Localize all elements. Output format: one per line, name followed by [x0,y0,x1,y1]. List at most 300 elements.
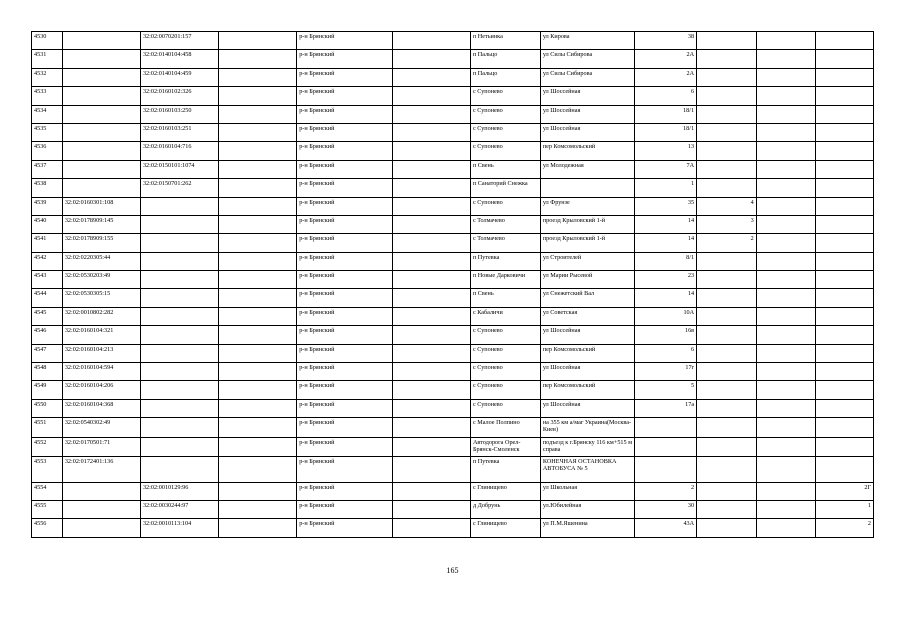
street-cell: ул Шоссейная [540,105,635,123]
blank-col-3-cell [756,50,816,68]
street-cell: ул Кирова [540,32,635,50]
row-number-cell: 4530 [32,32,63,50]
blank-col-3-cell [756,418,816,438]
blank-col-3-cell [756,68,816,86]
street-cell: пер Комсомольский [540,344,635,362]
settlement-cell: п Нетьинка [470,32,540,50]
blank-col-2-cell [392,271,470,289]
row-number-cell: 4531 [32,50,63,68]
blank-col-cell [219,252,297,270]
blank-col-3-cell [756,252,816,270]
table-row [32,289,874,307]
blank-col-3-cell [756,87,816,105]
blank-col-2-cell [392,437,470,457]
street-cell: ул Советская [540,307,635,325]
cadastral-number-b-cell [140,289,218,307]
table-row [32,32,874,50]
district-cell: р-н Брянский [297,363,393,381]
extra-cell [816,289,874,307]
extra-cell [816,271,874,289]
house-number-cell [635,418,697,438]
table-row [32,50,874,68]
blank-col-cell [219,271,297,289]
blank-col-2-cell [392,418,470,438]
row-number-cell: 4556 [32,519,63,537]
street-cell: пер Комсомольский [540,142,635,160]
house-number-cell: 10А [635,307,697,325]
table-row [32,437,874,457]
blank-col-2-cell [392,32,470,50]
row-number-cell: 4547 [32,344,63,362]
district-cell: р-н Брянский [297,418,393,438]
extra-cell: 1 [816,501,874,519]
cadastral-number-b-cell: 32:02:0160103:250 [140,105,218,123]
settlement-cell: с Глинищево [470,482,540,500]
apartment-cell [697,252,757,270]
extra-cell: 2 [816,519,874,537]
blank-col-cell [219,234,297,252]
district-cell: р-н Брянский [297,519,393,537]
cadastral-number-a-cell: 32:02:0010802:282 [62,307,140,325]
street-cell: на 355 км а/маг Украина(Москва-Киев) [540,418,635,438]
settlement-cell: с Супонево [470,87,540,105]
cadastral-number-b-cell [140,399,218,417]
table-row [32,519,874,537]
blank-col-cell [219,50,297,68]
cadastral-number-a-cell: 32:02:0160104:368 [62,399,140,417]
blank-col-2-cell [392,234,470,252]
extra-cell [816,326,874,344]
house-number-cell [635,457,697,483]
table-row [32,123,874,141]
apartment-cell [697,142,757,160]
house-number-cell: 17г [635,363,697,381]
table-row [32,501,874,519]
row-number-cell: 4541 [32,234,63,252]
district-cell: р-н Брянский [297,215,393,233]
settlement-cell: п Санаторий Снежка [470,179,540,197]
blank-col-3-cell [756,399,816,417]
district-cell: р-н Брянский [297,326,393,344]
house-number-cell: 18/1 [635,123,697,141]
apartment-cell [697,501,757,519]
blank-col-3-cell [756,271,816,289]
house-number-cell: 30 [635,501,697,519]
extra-cell [816,87,874,105]
blank-col-cell [219,105,297,123]
cadastral-number-a-cell: 32:02:0178909:155 [62,234,140,252]
table-row [32,381,874,399]
row-number-cell: 4549 [32,381,63,399]
cadastral-number-b-cell: 32:02:0160103:251 [140,123,218,141]
cadastral-number-b-cell [140,326,218,344]
table-row [32,482,874,500]
house-number-cell [635,437,697,457]
apartment-cell: 4 [697,197,757,215]
blank-col-2-cell [392,87,470,105]
apartment-cell [697,87,757,105]
row-number-cell: 4535 [32,123,63,141]
settlement-cell: п Свень [470,289,540,307]
row-number-cell: 4553 [32,457,63,483]
street-cell: проезд Крыловский 1-й [540,215,635,233]
blank-col-3-cell [756,326,816,344]
street-cell: ул Марии Рысевой [540,271,635,289]
row-number-cell: 4539 [32,197,63,215]
table-row [32,68,874,86]
blank-col-cell [219,68,297,86]
extra-cell [816,363,874,381]
street-cell: ул Строителей [540,252,635,270]
district-cell: р-н Брянский [297,50,393,68]
cadastral-number-b-cell [140,252,218,270]
table-row [32,160,874,178]
settlement-cell: с Малое Полпино [470,418,540,438]
blank-col-2-cell [392,50,470,68]
cadastral-number-a-cell [62,501,140,519]
page-number: 165 [446,566,459,575]
blank-col-2-cell [392,215,470,233]
settlement-cell: с Толмачево [470,234,540,252]
district-cell: р-н Брянский [297,399,393,417]
table-row [32,418,874,438]
row-number-cell: 4532 [32,68,63,86]
row-number-cell: 4548 [32,363,63,381]
blank-col-cell [219,32,297,50]
settlement-cell: с Супонево [470,105,540,123]
district-cell: р-н Брянский [297,197,393,215]
settlement-cell: с Супонево [470,363,540,381]
settlement-cell: Автодорога Орел-Брянск-Смоленск [470,437,540,457]
district-cell: р-н Брянский [297,68,393,86]
street-cell: пер Комсомольский [540,381,635,399]
blank-col-cell [219,457,297,483]
house-number-cell: 6 [635,344,697,362]
street-cell: ул.Юбилейная [540,501,635,519]
district-cell: р-н Брянский [297,457,393,483]
row-number-cell: 4552 [32,437,63,457]
blank-col-cell [219,418,297,438]
street-cell: ул П.М.Яшенина [540,519,635,537]
blank-col-2-cell [392,68,470,86]
row-number-cell: 4554 [32,482,63,500]
blank-col-3-cell [756,142,816,160]
cadastral-number-b-cell: 32:02:0160104:716 [140,142,218,160]
blank-col-3-cell [756,215,816,233]
street-cell: ул Силы Сибирова [540,50,635,68]
cadastral-number-b-cell: 32:02:0150101:1074 [140,160,218,178]
cadastral-number-b-cell: 32:02:0010113:104 [140,519,218,537]
apartment-cell [697,179,757,197]
cadastral-number-a-cell: 32:02:0160104:206 [62,381,140,399]
house-number-cell: 5 [635,381,697,399]
street-cell: подъезд к г.Брянску 116 км+515 м справа [540,437,635,457]
table-body [32,32,874,538]
cadastral-number-a-cell [62,160,140,178]
extra-cell [816,32,874,50]
row-number-cell: 4551 [32,418,63,438]
settlement-cell: с Кабаличи [470,307,540,325]
cadastral-number-b-cell [140,363,218,381]
street-cell: ул Молодежная [540,160,635,178]
row-number-cell: 4534 [32,105,63,123]
blank-col-cell [219,179,297,197]
blank-col-3-cell [756,123,816,141]
row-number-cell: 4536 [32,142,63,160]
cadastral-number-a-cell [62,68,140,86]
table-row [32,326,874,344]
blank-col-3-cell [756,381,816,399]
apartment-cell [697,457,757,483]
cadastral-number-b-cell [140,418,218,438]
row-number-cell: 4537 [32,160,63,178]
settlement-cell: д Добрунь [470,501,540,519]
row-number-cell: 4544 [32,289,63,307]
blank-col-3-cell [756,344,816,362]
blank-col-3-cell [756,501,816,519]
apartment-cell [697,381,757,399]
blank-col-2-cell [392,252,470,270]
district-cell: р-н Брянский [297,234,393,252]
settlement-cell: п Свень [470,160,540,178]
settlement-cell: п Путевка [470,457,540,483]
district-cell: р-н Брянский [297,501,393,519]
cadastral-number-b-cell [140,215,218,233]
blank-col-cell [219,215,297,233]
table-row [32,179,874,197]
house-number-cell: 17а [635,399,697,417]
blank-col-2-cell [392,344,470,362]
house-number-cell: 14 [635,234,697,252]
blank-col-2-cell [392,381,470,399]
district-cell: р-н Брянский [297,179,393,197]
row-number-cell: 4543 [32,271,63,289]
apartment-cell: 3 [697,215,757,233]
cadastral-number-b-cell: 32:02:0140104:459 [140,68,218,86]
cadastral-number-a-cell: 32:02:0160104:594 [62,363,140,381]
settlement-cell: п Пальцо [470,50,540,68]
blank-col-2-cell [392,123,470,141]
blank-col-cell [219,289,297,307]
row-number-cell: 4545 [32,307,63,325]
apartment-cell [697,519,757,537]
blank-col-cell [219,519,297,537]
blank-col-3-cell [756,179,816,197]
blank-col-cell [219,326,297,344]
house-number-cell: 18/1 [635,105,697,123]
district-cell: р-н Брянский [297,123,393,141]
blank-col-cell [219,437,297,457]
district-cell: р-н Брянский [297,252,393,270]
blank-col-2-cell [392,307,470,325]
cadastral-number-b-cell [140,381,218,399]
district-cell: р-н Брянский [297,32,393,50]
cadastral-number-b-cell [140,457,218,483]
cadastral-number-a-cell [62,179,140,197]
district-cell: р-н Брянский [297,482,393,500]
apartment-cell [697,32,757,50]
settlement-cell: с Толмачево [470,215,540,233]
extra-cell [816,381,874,399]
row-number-cell: 4533 [32,87,63,105]
table-row [32,87,874,105]
extra-cell [816,418,874,438]
street-cell: ул Шоссейная [540,363,635,381]
extra-cell [816,457,874,483]
row-number-cell: 4542 [32,252,63,270]
district-cell: р-н Брянский [297,307,393,325]
house-number-cell: 35 [635,197,697,215]
extra-cell [816,215,874,233]
extra-cell [816,234,874,252]
settlement-cell: п Новые Дарковичи [470,271,540,289]
settlement-cell: с Супонево [470,123,540,141]
row-number-cell: 4540 [32,215,63,233]
apartment-cell [697,326,757,344]
cadastral-number-a-cell [62,123,140,141]
cadastral-number-b-cell: 32:02:0070201:157 [140,32,218,50]
cadastral-number-b-cell [140,307,218,325]
settlement-cell: с Супонево [470,142,540,160]
settlement-cell: п Путевка [470,252,540,270]
street-cell: ул Силы Сибирова [540,68,635,86]
blank-col-3-cell [756,234,816,252]
apartment-cell [697,289,757,307]
blank-col-cell [219,363,297,381]
cadastral-number-a-cell: 32:02:0170501:71 [62,437,140,457]
table-row [32,271,874,289]
house-number-cell: 14 [635,289,697,307]
street-cell: ул Школьная [540,482,635,500]
house-number-cell: 23 [635,271,697,289]
cadastral-number-a-cell: 32:02:0160301:108 [62,197,140,215]
blank-col-3-cell [756,363,816,381]
cadastral-number-a-cell: 32:02:0220305:44 [62,252,140,270]
blank-col-2-cell [392,105,470,123]
cadastral-number-b-cell [140,437,218,457]
table-row [32,142,874,160]
house-number-cell: 38 [635,32,697,50]
cadastral-number-a-cell [62,482,140,500]
street-cell: ул Шоссейная [540,123,635,141]
blank-col-2-cell [392,142,470,160]
blank-col-3-cell [756,457,816,483]
house-number-cell: 14 [635,215,697,233]
apartment-cell [697,123,757,141]
blank-col-2-cell [392,501,470,519]
cadastral-number-a-cell: 32:02:0172401:136 [62,457,140,483]
blank-col-3-cell [756,437,816,457]
street-cell: ул Шоссейная [540,326,635,344]
apartment-cell [697,105,757,123]
district-cell: р-н Брянский [297,437,393,457]
cadastral-number-b-cell [140,271,218,289]
apartment-cell [697,307,757,325]
apartment-cell [697,482,757,500]
street-cell: КОНЕЧНАЯ ОСТАНОВКА АВТОБУСА № 5 [540,457,635,483]
cadastral-number-b-cell: 32:02:0150701:262 [140,179,218,197]
settlement-cell: с Супонево [470,197,540,215]
cadastral-number-a-cell [62,87,140,105]
settlement-cell: с Супонево [470,399,540,417]
table-row [32,363,874,381]
settlement-cell: с Супонево [470,381,540,399]
blank-col-cell [219,307,297,325]
table-row [32,105,874,123]
cadastral-number-a-cell [62,519,140,537]
table-row [32,344,874,362]
row-number-cell: 4538 [32,179,63,197]
register-table [31,31,874,538]
blank-col-cell [219,344,297,362]
blank-col-3-cell [756,519,816,537]
extra-cell [816,344,874,362]
blank-col-2-cell [392,363,470,381]
row-number-cell: 4555 [32,501,63,519]
table-row [32,399,874,417]
blank-col-2-cell [392,326,470,344]
cadastral-number-a-cell: 32:02:0178909:145 [62,215,140,233]
blank-col-cell [219,501,297,519]
blank-col-3-cell [756,160,816,178]
cadastral-number-b-cell: 32:02:0140104:458 [140,50,218,68]
apartment-cell [697,50,757,68]
extra-cell [816,50,874,68]
blank-col-2-cell [392,457,470,483]
district-cell: р-н Брянский [297,289,393,307]
house-number-cell: 2 [635,482,697,500]
blank-col-2-cell [392,197,470,215]
cadastral-number-a-cell [62,142,140,160]
house-number-cell: 7А [635,160,697,178]
apartment-cell [697,344,757,362]
house-number-cell: 43А [635,519,697,537]
street-cell: ул Шоссейная [540,87,635,105]
extra-cell [816,197,874,215]
table-row [32,252,874,270]
cadastral-number-a-cell: 32:02:0160104:213 [62,344,140,362]
cadastral-number-a-cell [62,50,140,68]
district-cell: р-н Брянский [297,105,393,123]
extra-cell [816,68,874,86]
table-row [32,215,874,233]
blank-col-2-cell [392,179,470,197]
blank-col-3-cell [756,105,816,123]
extra-cell [816,123,874,141]
street-cell: ул Снежетский Вал [540,289,635,307]
table-row [32,197,874,215]
extra-cell: 2Г [816,482,874,500]
extra-cell [816,307,874,325]
blank-col-cell [219,123,297,141]
street-cell: ул Фрунзе [540,197,635,215]
cadastral-number-b-cell [140,197,218,215]
blank-col-2-cell [392,482,470,500]
house-number-cell: 16в [635,326,697,344]
settlement-cell: с Супонево [470,326,540,344]
apartment-cell [697,418,757,438]
district-cell: р-н Брянский [297,344,393,362]
apartment-cell [697,437,757,457]
extra-cell [816,437,874,457]
cadastral-number-b-cell: 32:02:0030244:97 [140,501,218,519]
district-cell: р-н Брянский [297,381,393,399]
blank-col-3-cell [756,197,816,215]
cadastral-number-a-cell: 32:02:0540302:49 [62,418,140,438]
blank-col-cell [219,160,297,178]
blank-col-2-cell [392,519,470,537]
district-cell: р-н Брянский [297,87,393,105]
